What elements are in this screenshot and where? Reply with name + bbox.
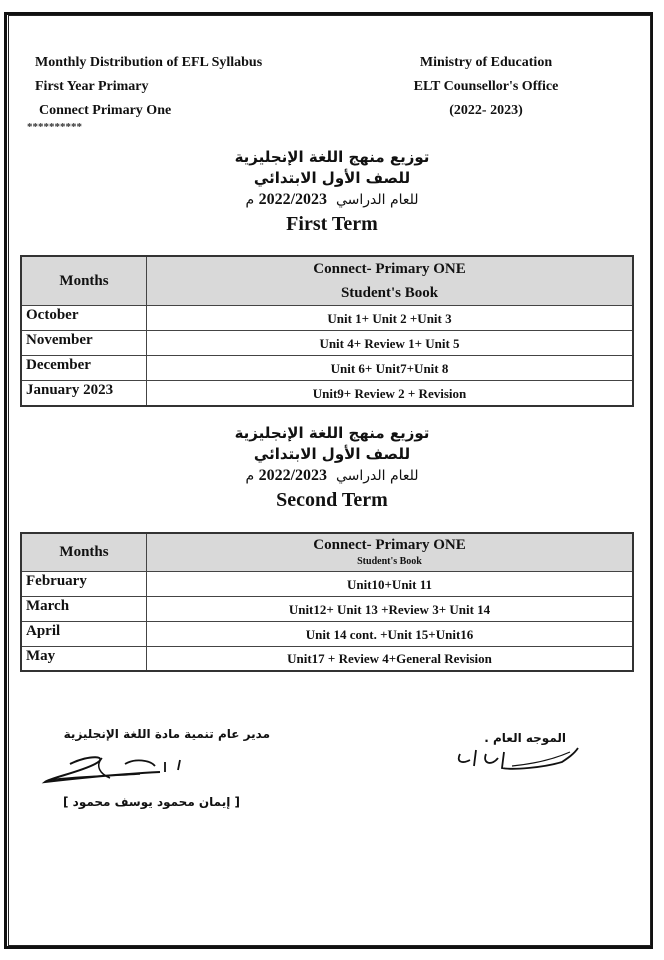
star-divider: **********: [27, 121, 82, 133]
arabic-title-line1: توزيع منهج اللغة الإنجليزية: [234, 148, 430, 166]
second-term-heading: [0, 423, 664, 513]
col-book: [147, 256, 634, 306]
month-cell: May: [21, 646, 147, 671]
grade-label: First Year Primary: [35, 79, 149, 94]
first-term-table: [20, 255, 634, 407]
left-signatory-name: [ إيمان محمود يوسف محمود ]: [63, 795, 240, 809]
table-row: [21, 331, 633, 356]
arabic-year-value: 2022/2023: [258, 191, 328, 208]
header-right: [396, 51, 576, 123]
table-row: [21, 646, 633, 671]
book-label: Connect Primary One: [39, 103, 172, 118]
arabic-year-value: 2022/2023: [258, 467, 328, 484]
year-label: (2022- 2023): [449, 103, 523, 118]
units-cell: Unit10+Unit 11: [147, 571, 634, 596]
month-cell: February: [21, 571, 147, 596]
table-row: [21, 381, 633, 406]
month-cell: January 2023: [21, 381, 147, 406]
arabic-title-line2: للصف الأول الابتدائي: [253, 445, 411, 463]
arabic-year-line: [0, 465, 664, 487]
left-signature-mark: [40, 752, 190, 788]
col-book-line1: Connect- Primary ONE: [313, 537, 466, 554]
header-left: [35, 51, 262, 123]
syllabus-title: Monthly Distribution of EFL Syllabus: [35, 55, 263, 70]
month-cell: March: [21, 596, 147, 621]
col-book: [147, 533, 634, 571]
ministry-label: Ministry of Education: [419, 55, 553, 70]
units-cell: Unit 1+ Unit 2 +Unit 3: [147, 306, 634, 331]
arabic-year-line: [0, 189, 664, 211]
col-months: Months: [21, 533, 147, 571]
col-book-line2: Student's Book: [357, 556, 422, 568]
left-signatory-title: مدير عام تنمية مادة اللغة الإنجليزية: [63, 727, 270, 741]
units-cell: Unit9+ Review 2 + Revision: [147, 381, 634, 406]
arabic-year-prefix: للعام الدراسي: [335, 192, 419, 208]
arabic-year-suffix: م: [245, 468, 255, 484]
month-cell: April: [21, 621, 147, 646]
term-title: First Term: [286, 213, 378, 235]
table-row: [21, 306, 633, 331]
arabic-year-suffix: م: [245, 192, 255, 208]
month-cell: December: [21, 356, 147, 381]
month-cell: November: [21, 331, 147, 356]
month-cell: October: [21, 306, 147, 331]
first-term-heading: [0, 147, 664, 237]
table-row: [21, 571, 633, 596]
units-cell: Unit 14 cont. +Unit 15+Unit16: [147, 621, 634, 646]
units-cell: Unit12+ Unit 13 +Review 3+ Unit 14: [147, 596, 634, 621]
units-cell: Unit 6+ Unit7+Unit 8: [147, 356, 634, 381]
arabic-title-line1: توزيع منهج اللغة الإنجليزية: [234, 424, 430, 442]
arabic-title-line2: للصف الأول الابتدائي: [253, 169, 411, 187]
units-cell: Unit 4+ Review 1+ Unit 5: [147, 331, 634, 356]
term-title: Second Term: [276, 489, 388, 511]
table-row: [21, 356, 633, 381]
col-book-line1: Connect- Primary ONE: [313, 261, 466, 277]
office-label: ELT Counsellor's Office: [413, 79, 559, 94]
col-months: Months: [21, 256, 147, 306]
table-row: [21, 596, 633, 621]
second-term-table: [20, 532, 634, 672]
right-signature-mark: [452, 744, 582, 774]
table-header-row: [21, 256, 633, 306]
right-signatory-title: الموجه العام .: [484, 731, 566, 745]
col-book-line2: Student's Book: [340, 285, 439, 301]
arabic-year-prefix: للعام الدراسي: [335, 468, 419, 484]
units-cell: Unit17 + Review 4+General Revision: [147, 646, 634, 671]
table-header-row: [21, 533, 633, 571]
table-row: [21, 621, 633, 646]
